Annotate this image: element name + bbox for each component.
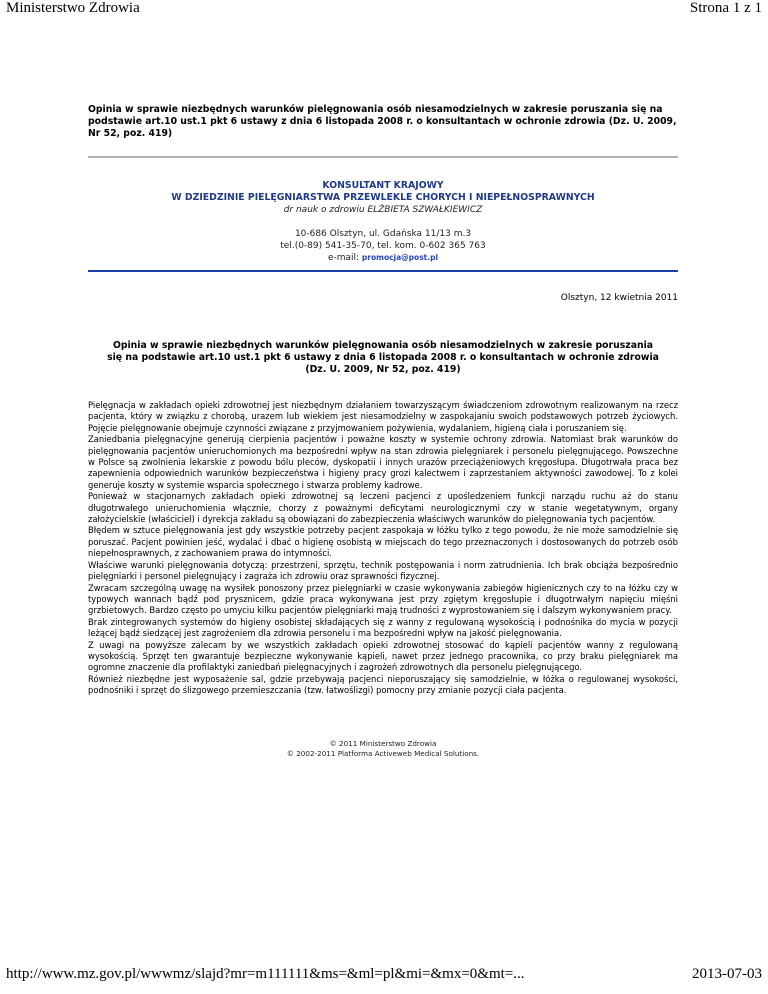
- copyright-line: © 2002-2011 Platforma Activeweb Medical Solutions.: [286, 748, 480, 758]
- body-paragraph: Pielęgnacja w zakładach opieki zdrowotnej jest niezbędnym działaniem towarzyszącym świadczeniom zdrowotnym realizowanym na rzecz pacjenta, który w związku z chorobą, urazem lub wiekiem jest niesamodzielny w zaspokajaniu swoich podstawowych potrzeb życiowych. Pojęcie pielęgnowanie obejmuje czynności związane z przyjmowaniem pożywienia, wydalaniem, higieną ciała i poruszaniem się.: [88, 400, 678, 433]
- letter-body: [88, 400, 678, 697]
- main-title: [88, 340, 678, 376]
- body-paragraph: Błędem w sztuce pielęgnowania jest gdy wszystkie potrzeby pacjent zaspokaja w łóżku tylko z tego powodu, że nie może samodzielnie się poruszać. Pacjent powinien jeść, wydalać i dbać o higienę osobistą w miejscach do tego przeznaczonych i dostosowanych do potrzeb osób niepełnosprawnych, z zachowaniem prawa do intymności.: [88, 525, 678, 559]
- letterhead-email-line: [88, 252, 678, 264]
- footer-url: http://www.mz.gov.pl/wwwmz/slajd?mr=m111111&ms=&ml=pl&mi=&mx=0&mt=...: [6, 966, 525, 982]
- email-link[interactable]: promocja@post.pl: [361, 253, 439, 262]
- letterhead-phone: tel.(0-89) 541-35-70, tel. kom. 0-602 365 763: [280, 241, 486, 251]
- letter-date: Olsztyn, 12 kwietnia 2011: [560, 293, 678, 303]
- letterhead: [88, 180, 678, 264]
- copyright: [88, 739, 678, 759]
- body-paragraph: Również niezbędne jest wyposażenie sal, gdzie przebywają pacjenci nieporuszający się samodzielnie, w łóżka o regulowanej wysokości, podnośniki i sprzęt do ślizgowego przemieszczania (tzw. łatwoślizgi) pomocny przy zmianie pozycji ciała pacjenta.: [88, 673, 678, 696]
- header-page-number: Strona 1 z 1: [689, 0, 762, 16]
- print-footer: [0, 966, 768, 988]
- main-title-line: Opinia w sprawie niezbędnych warunków pielęgnowania osób niesamodzielnych w zakresie poruszania: [112, 340, 654, 351]
- document-content: [88, 104, 678, 759]
- letterhead-address: 10-686 Olsztyn, ul. Gdańska 11/13 m.3: [294, 229, 472, 239]
- letterhead-specialty: W DZIEDZINIE PIELĘGNIARSTWA PRZEWLEKLE CHORYCH I NIEPEŁNOSPRAWNYCH: [171, 192, 595, 203]
- letterhead-name: dr nauk o zdrowiu ELŻBIETA SZWAŁKIEWICZ: [283, 205, 483, 215]
- gray-divider: [88, 156, 678, 158]
- top-title: Opinia w sprawie niezbędnych warunków pielęgnowania osób niesamodzielnych w zakresie poruszania się na podstawie art.10 ust.1 pkt 6 ustawy z dnia 6 listopada 2008 r. o konsultantach w ochronie zdrowia (Dz. U. 2009, Nr 52, poz. 419): [88, 104, 677, 139]
- letterhead-title: KONSULTANT KRAJOWY: [322, 180, 444, 191]
- blue-divider: [88, 270, 678, 272]
- copyright-line: © 2011 Ministerstwo Zdrowia: [329, 738, 437, 748]
- email-label: e-mail:: [327, 253, 360, 263]
- body-paragraph: Zwracam szczególną uwagę na wysiłek ponoszony przez pielęgniarki w czasie wykonywania zabiegów higienicznych czy to na łóżku czy w typowych wannach bądź pod prysznicem, gdzie praca wykonywana jest przy zgiętym kręgosłupie i długotrwałym napięciu mięśni grzbietowych. Bardzo często po umyciu kilku pacjentów pielęgniarki mają trudności z wyprostowaniem się i dalszym wykonywaniem pracy.: [88, 582, 678, 616]
- body-paragraph: Brak zintegrowanych systemów do higieny osobistej składających się z wanny z regulowaną wysokością i podnośnika do mycia w pozycji leżącej bądź siedzącej jest zagrożeniem dla zdrowia personelu i ma bezpośredni wpływ na jakość pielęgnowania.: [88, 616, 678, 639]
- header-site-name: Ministerstwo Zdrowia: [6, 0, 140, 16]
- print-header: [0, 0, 768, 22]
- letterhead-address-block: [88, 228, 678, 264]
- footer-date: 2013-07-03: [692, 966, 762, 982]
- body-paragraph: Ponieważ w stacjonarnych zakładach opieki zdrowotnej są leczeni pacjenci z upośledzeniem funkcji narządu ruchu aż do stanu długotrwałego unieruchomienia włącznie, chorzy z poważnymi deficytami neurologicznymi czy w stanie wegetatywnym, organy założycielskie (właściciel) i dyrekcja zakładu są obowiązani do zabezpieczenia właściwych warunków do pielęgnowania tych pacjentów.: [88, 491, 678, 525]
- body-paragraph: Właściwe warunki pielęgnowania dotyczą: przestrzeni, sprzętu, technik postępowania i norm zatrudnienia. Ich brak obciąża bezpośrednio pielęgniarki i personel pielęgnujący i zagraża ich zdrowiu oraz sprawności fizycznej.: [88, 559, 678, 582]
- main-title-line: się na podstawie art.10 ust.1 pkt 6 ustawy z dnia 6 listopada 2008 r. o konsultantach w ochronie zdrowia: [107, 352, 659, 363]
- body-paragraph: Zaniedbania pielęgnacyjne generują cierpienia pacjentów i poważne koszty w systemie ochrony zdrowia. Natomiast brak warunków do pielęgnowania pacjentów unieruchomionych ma bezpośredni wpływ na stan zdrowia pielęgniarek i personelu pielęgnującego. Powszechne w Polsce są zwolnienia lekarskie z powodu bólu pleców, dyskopatii i innych urazów przeciążeniowych kręgosłupa. Długotrwała praca bez zapewnienia odpowiednich warunków bezpieczeństwa i higieny pracy grozi kalectwem i zaprzestaniem aktywności zawodowej. To z kolei generuje koszty w systemie wsparcia społecznego i stwarza problemy kadrowe.: [88, 434, 678, 490]
- main-title-line: (Dz. U. 2009, Nr 52, poz. 419): [305, 364, 461, 375]
- body-paragraph: Z uwagi na powyższe zalecam by we wszystkich zakładach opieki zdrowotnej stosować do kąpieli pacjentów wanny z regulowaną wysokością. Sprzęt ten gwarantuje bezpieczne wykonywanie kąpieli, nawet przez jednego pracownika, co przy braku pielęgniarek ma ogromne znaczenie dla profilaktyki zaniedbań pielęgnacyjnych i zagrożeń zdrowotnych dla personelu pielęgnującego.: [88, 639, 678, 673]
